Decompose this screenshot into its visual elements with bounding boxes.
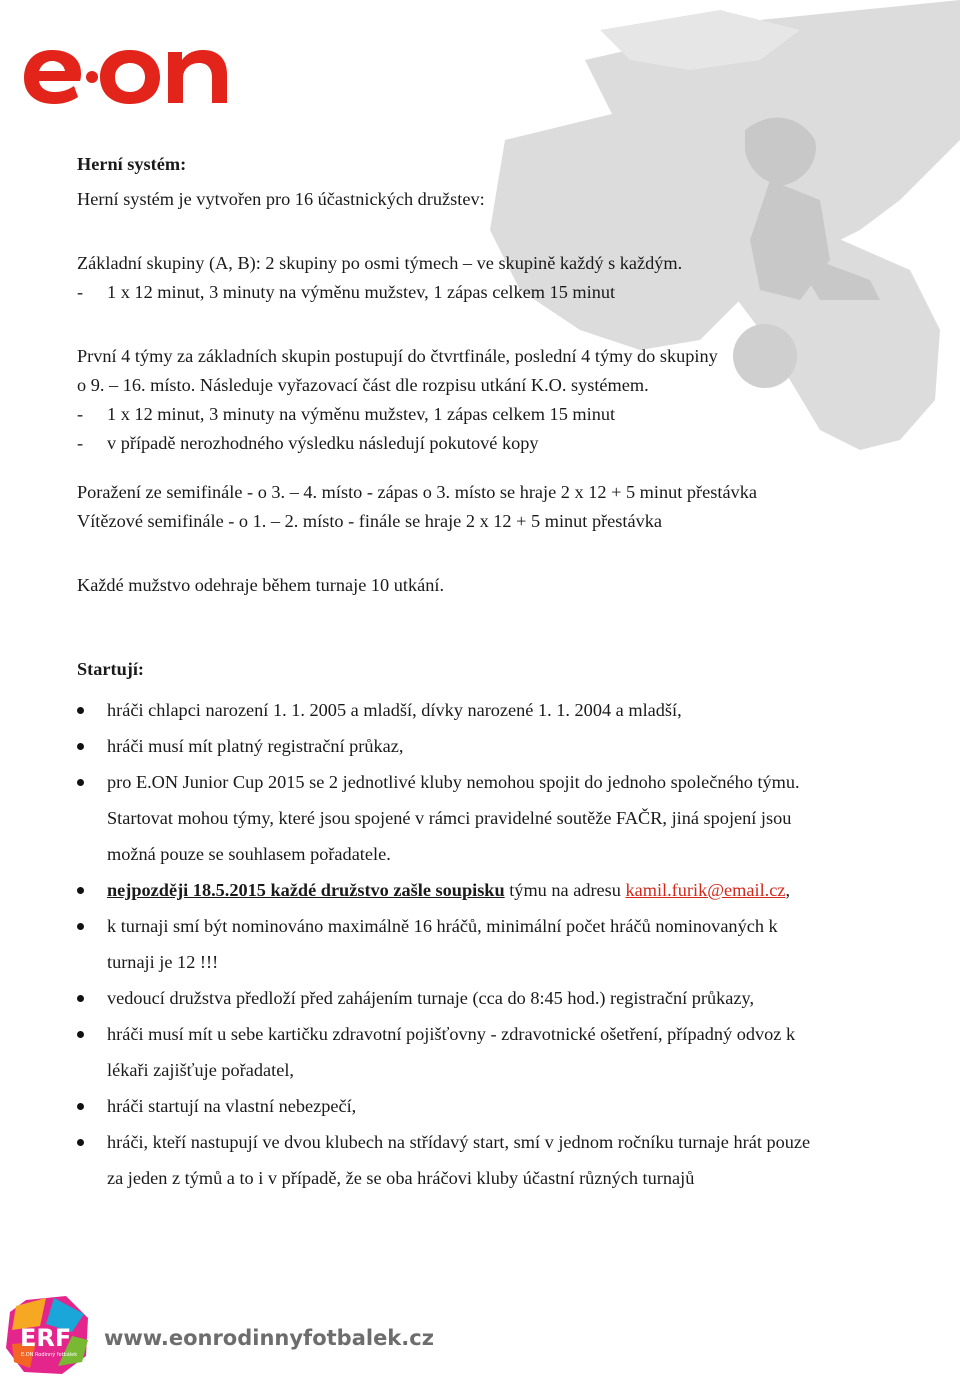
list-item: pro E.ON Junior Cup 2015 se 2 jednotlivé kluby nemohou spojit do jednoho společného týmu. Startovat mohou týmy, které jsou spojené v rámci pravidelné soutěže FAČR, jiná spojení jsou možná pouze se souhlasem pořadatele. <box>77 764 897 872</box>
footer-website-url[interactable]: www.eonrodinnyfotbalek.cz <box>104 1326 434 1350</box>
document-body <box>77 150 897 1196</box>
ko-rule-line-2 <box>77 429 897 458</box>
dash-marker: - <box>77 404 84 424</box>
list-item: hráči musí mít platný registrační průkaz, <box>77 728 897 764</box>
ko-rule-text-1: 1 x 12 minut, 3 minuty na výměnu mužstev, 1 zápas celkem 15 minut <box>107 404 616 424</box>
eligibility-heading: Startují: <box>77 659 145 679</box>
list-item: vedoucí družstva předloží před zahájením turnaje (cca do 8:45 hod.) registrační průkazy, <box>77 980 897 1016</box>
deadline-emphasis: nejpozději 18.5.2015 každé družstvo zašle soupisku <box>107 880 505 900</box>
game-system-intro: Herní systém je vytvořen pro 16 účastnických družstev: <box>77 189 485 209</box>
dash-marker: - <box>77 433 84 453</box>
semis-losers-line: Poražení ze semifinále - o 3. – 4. místo - zápas o 3. místo se hraje 2 x 12 + 5 minut přestávka <box>77 482 757 502</box>
bullet-icon <box>77 995 84 1002</box>
bullet-icon <box>77 743 84 750</box>
dash-marker: - <box>77 282 84 302</box>
group-rule-text: 1 x 12 minut, 3 minuty na výměnu mužstev, 1 zápas celkem 15 minut <box>107 282 616 302</box>
list-item: hráči, kteří nastupují ve dvou klubech na střídavý start, smí v jednom ročníku turnaje hrát pouze za jeden z týmů a to i v případě, že se oba hráčovi kluby účastní různých turnajů <box>77 1124 897 1196</box>
bullet-icon <box>77 707 84 714</box>
advance-line-1: První 4 týmy za základních skupin postupují do čtvrtfinále, poslední 4 týmy do skupiny <box>77 346 718 366</box>
erf-badge-logo <box>6 1296 92 1374</box>
ko-rule-text-2: v případě nerozhodného výsledku následují pokutové kopy <box>107 433 539 453</box>
bullet-icon <box>77 1031 84 1038</box>
bullet-icon <box>77 923 84 930</box>
bullet-icon <box>77 779 84 786</box>
bullet-icon <box>77 887 84 894</box>
list-item: hráči musí mít u sebe kartičku zdravotní pojišťovny - zdravotnické ošetření, případný odvoz k lékaři zajišťuje pořadatel, <box>77 1016 897 1088</box>
bullet-icon <box>77 1139 84 1146</box>
bullet-icon <box>77 1103 84 1110</box>
advance-line-2: o 9. – 16. místo. Následuje vyřazovací část dle rozpisu utkání K.O. systémem. <box>77 375 649 395</box>
list-item: hráči startují na vlastní nebezpečí, <box>77 1088 897 1124</box>
group-rule-line <box>77 278 897 307</box>
eligibility-list <box>77 692 897 1196</box>
eon-logo <box>22 40 234 112</box>
badge-subtext: E.ON Rodinný fotbálek <box>21 1352 78 1358</box>
list-item: hráči chlapci narození 1. 1. 2005 a mladší, dívky narozené 1. 1. 2004 a mladší, <box>77 692 897 728</box>
ko-rule-line-1 <box>77 400 897 429</box>
list-item: k turnaji smí být nominováno maximálně 16 hráčů, minimální počet hráčů nominovaných k turnaji je 12 !!! <box>77 908 897 980</box>
list-item: nejpozději 18.5.2015 každé družstvo zašle soupisku týmu na adresu kamil.furik@email.cz, <box>77 872 897 908</box>
matches-total-line: Každé mužstvo odehraje během turnaje 10 utkání. <box>77 575 445 595</box>
badge-text: ERF <box>20 1324 72 1352</box>
semis-winners-line: Vítězové semifinále - o 1. – 2. místo - finále se hraje 2 x 12 + 5 minut přestávka <box>77 511 662 531</box>
groups-description: Základní skupiny (A, B): 2 skupiny po osmi týmech – ve skupině každý s každým. <box>77 253 683 273</box>
game-system-heading: Herní systém: <box>77 154 187 174</box>
email-link[interactable]: kamil.furik@email.cz <box>625 880 786 900</box>
